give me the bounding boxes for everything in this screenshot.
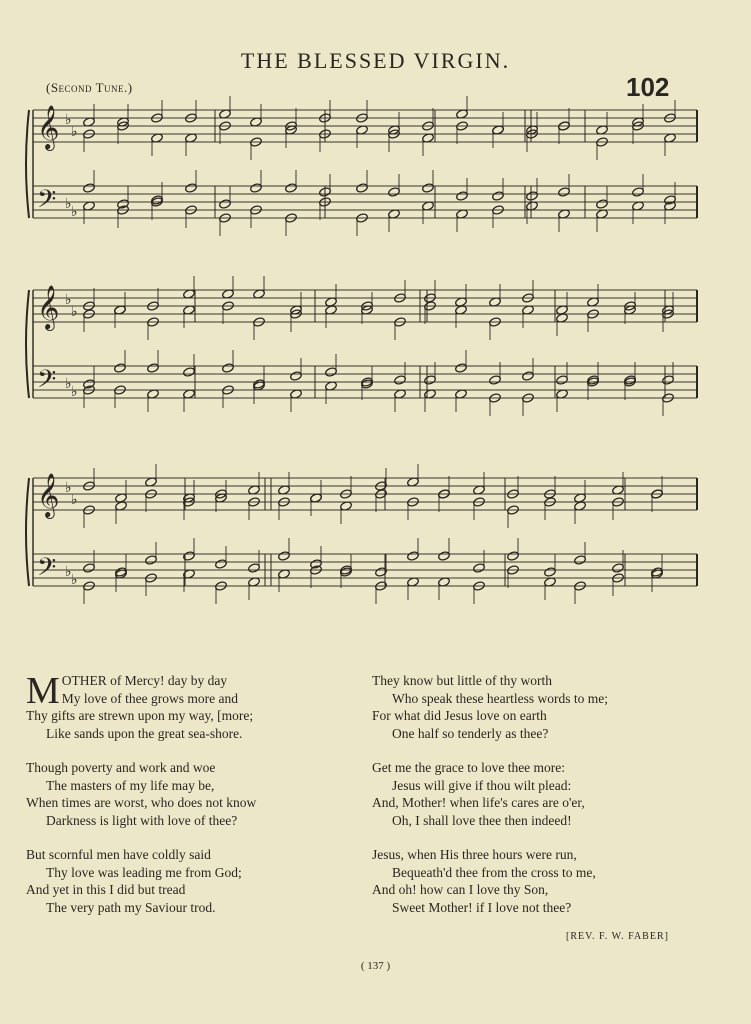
stanza-3 — [26, 846, 366, 916]
svg-text:𝄞: 𝄞 — [37, 473, 60, 517]
verse-line: But scornful men have coldly said — [26, 847, 211, 862]
verse-line: Darkness is light with love of thee? — [46, 812, 238, 828]
svg-text:𝄢: 𝄢 — [37, 365, 57, 400]
svg-text:♭: ♭ — [71, 305, 78, 320]
hymn-subtitle: (Second Tune.) — [46, 80, 133, 95]
verse-line: And oh! how can I love thy Son, — [372, 882, 549, 897]
stanza-6 — [372, 846, 712, 916]
stanza-4 — [372, 672, 712, 742]
verse-line: And, Mother! when life's cares are o'er, — [372, 795, 585, 810]
verse-line: My love of thee grows more and — [61, 690, 239, 706]
verse-line: The masters of my life may be, — [46, 777, 215, 793]
svg-text:♭: ♭ — [65, 565, 72, 580]
svg-text:𝄢: 𝄢 — [37, 553, 57, 588]
verse-line: Oh, I shall love thee then indeed! — [392, 812, 572, 828]
verse-line: The very path my Saviour trod. — [46, 899, 216, 915]
svg-text:♭: ♭ — [71, 125, 78, 140]
verse-line: Jesus, when His three hours were run, — [372, 847, 577, 862]
verses-right-column — [372, 672, 712, 933]
svg-text:♭: ♭ — [65, 197, 72, 212]
verse-line: Though poverty and work and woe — [26, 760, 216, 775]
verse-line: For what did Jesus love on earth — [372, 708, 547, 723]
music-notation-icon — [25, 464, 705, 624]
author-credit: [REV. F. W. FABER] — [566, 931, 669, 942]
hymn-title: THE BLESSED VIRGIN. — [240, 48, 511, 73]
stanza-2 — [26, 759, 366, 829]
verse-line: Sweet Mother! if I love not thee? — [392, 899, 572, 915]
svg-text:♭: ♭ — [71, 493, 78, 508]
music-system-1 — [25, 96, 705, 256]
svg-text:♭: ♭ — [71, 573, 78, 588]
verse-line: One half so tenderly as thee? — [392, 725, 549, 741]
svg-text:𝄞: 𝄞 — [37, 105, 60, 149]
verse-line: Like sands upon the great sea-shore. — [46, 725, 243, 741]
verse-line: Who speak these heartless words to me; — [392, 690, 608, 706]
verse-line: They know but little of thy worth — [372, 673, 552, 688]
hymn-number: 102 — [626, 72, 670, 102]
verse-line: When times are worst, who does not know — [26, 795, 257, 810]
stanza-5 — [372, 759, 712, 829]
svg-text:♭: ♭ — [65, 113, 72, 128]
verse-line: And yet in this I did but tread — [26, 882, 186, 897]
svg-text:𝄞: 𝄞 — [37, 285, 60, 329]
stanza-1 — [26, 672, 366, 742]
verse-line: OTHER of Mercy! day by day — [61, 673, 228, 688]
verse-line: Jesus will give if thou wilt plead: — [392, 777, 572, 793]
page-number: ( 137 ) — [360, 960, 391, 972]
music-system-3 — [25, 464, 705, 624]
verse-line: Thy gifts are strewn upon my way, [more; — [26, 708, 254, 723]
svg-text:♭: ♭ — [65, 481, 72, 496]
verse-line: Thy love was leading me from God; — [46, 864, 242, 880]
music-notation-icon — [25, 276, 705, 436]
svg-text:𝄢: 𝄢 — [37, 185, 57, 220]
verses-left-column — [26, 672, 366, 933]
drop-cap: M — [26, 670, 60, 712]
svg-text:♭: ♭ — [71, 385, 78, 400]
music-notation-icon — [25, 96, 705, 256]
music-system-2 — [25, 276, 705, 436]
verse-line: Bequeath'd thee from the cross to me, — [392, 864, 596, 880]
svg-text:♭: ♭ — [65, 293, 72, 308]
svg-text:♭: ♭ — [65, 377, 72, 392]
verse-line: Get me the grace to love thee more: — [372, 760, 566, 775]
svg-text:♭: ♭ — [71, 205, 78, 220]
